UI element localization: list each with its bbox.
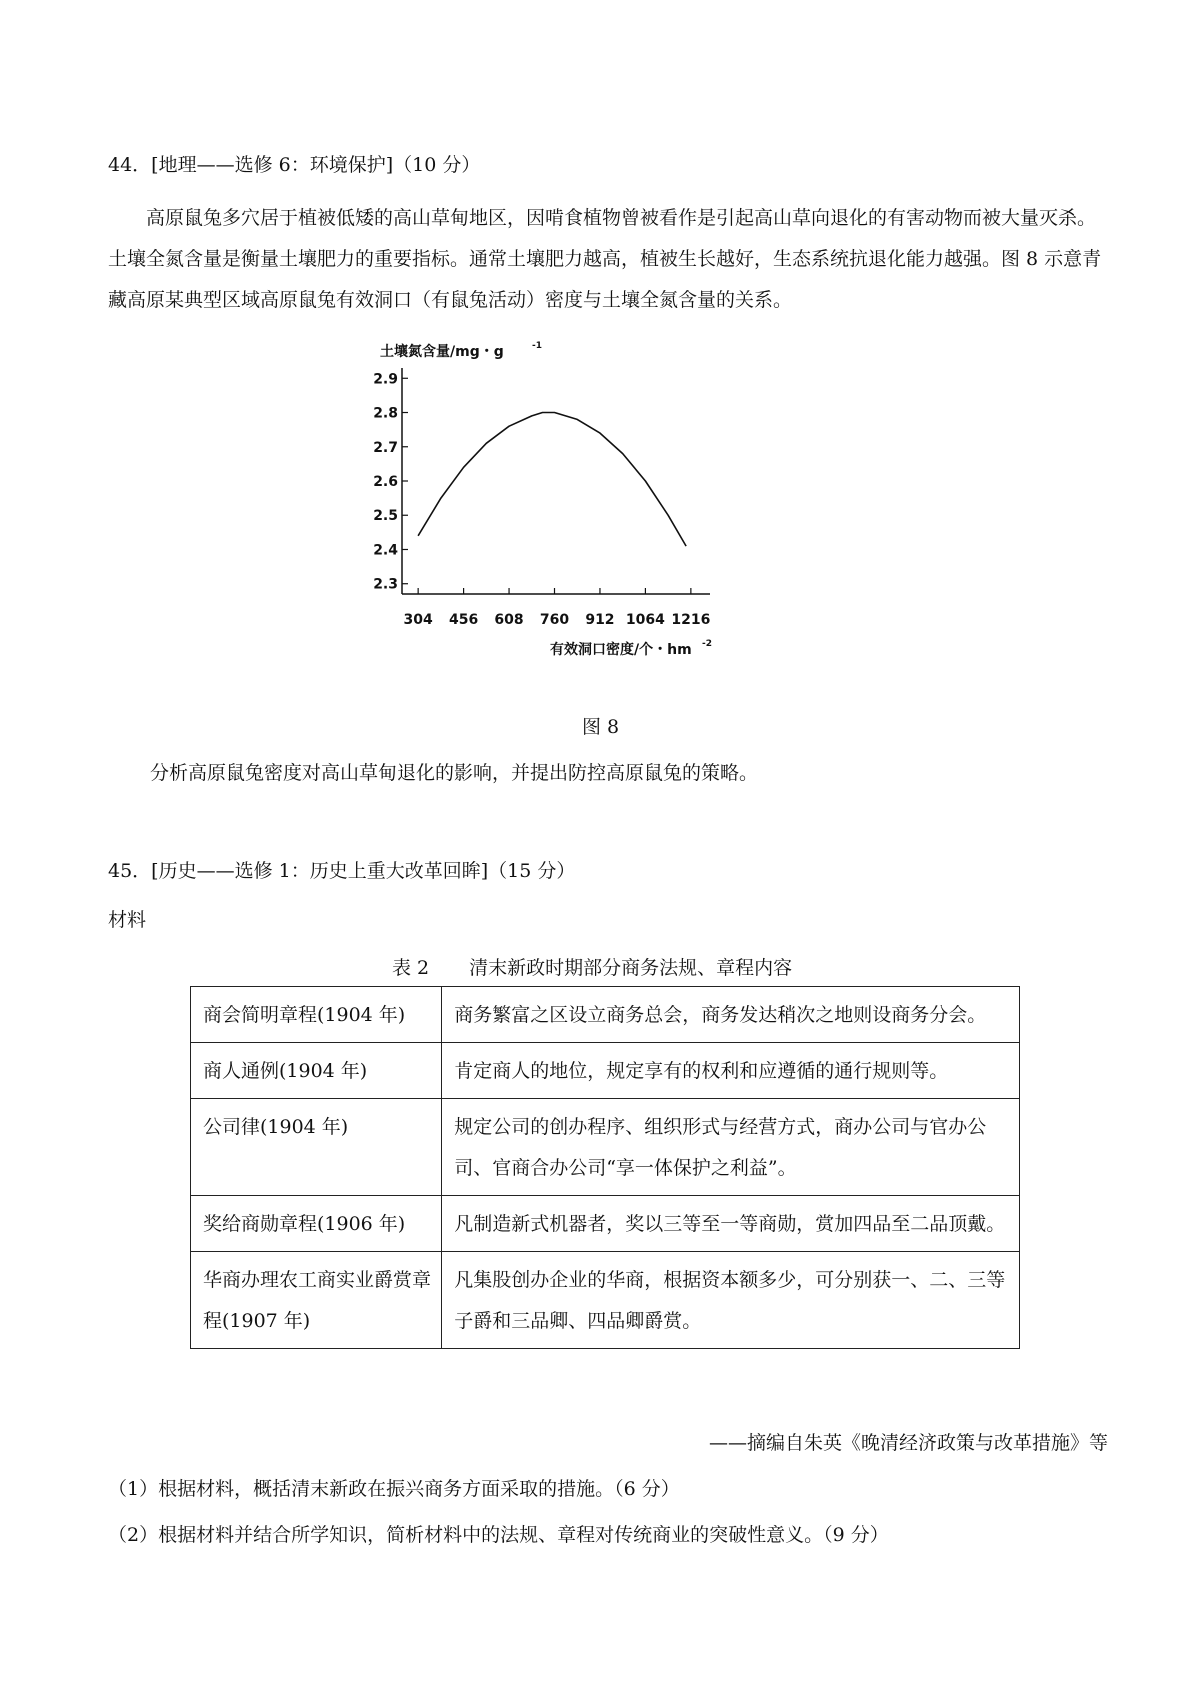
table-cell-content: 商务繁富之区设立商务总会，商务发达稍次之地则设商务分会。	[442, 987, 1020, 1043]
table-cell-name: 商会简明章程(1904 年)	[191, 987, 442, 1043]
y-tick-label: 2.4	[373, 542, 398, 559]
table-row	[191, 1099, 1020, 1196]
y-tick-label: 2.5	[373, 508, 398, 525]
table-row	[191, 1252, 1020, 1349]
x-tick-label: 760	[539, 612, 570, 628]
figure-8-chart	[373, 340, 820, 710]
series-line	[418, 413, 686, 547]
x-tick-label: 456	[448, 612, 479, 628]
table-cell-content: 凡制造新式机器者，奖以三等至一等商勋，赏加四品至二品顶戴。	[442, 1196, 1020, 1252]
x-axis-label-superscript: -2	[702, 639, 712, 649]
y-tick-label: 2.9	[373, 371, 398, 388]
material-label: 材料	[108, 909, 147, 931]
x-tick-label: 608	[494, 612, 524, 628]
table-caption	[392, 953, 792, 980]
y-tick-label: 2.3	[373, 576, 398, 593]
table-caption-text: 清末新政时期部分商务法规、章程内容	[469, 957, 793, 979]
sub-question-1: （1）根据材料，概括清末新政在振兴商务方面采取的措施。（6 分）	[108, 1478, 680, 1500]
table-cell-name: 商人通例(1904 年)	[191, 1043, 442, 1099]
question-44-task: 分析高原鼠兔密度对高山草甸退化的影响，并提出防控高原鼠兔的策略。	[150, 762, 759, 784]
table-row	[191, 987, 1020, 1043]
source-citation: ——摘编自朱英《晚清经济政策与改革措施》等	[708, 1432, 1108, 1454]
sub-question-2: （2）根据材料并结合所学知识，简析材料中的法规、章程对传统商业的突破性意义。（9 分）	[108, 1524, 889, 1546]
table-cell-name: 公司律(1904 年)	[191, 1099, 442, 1196]
question-44-title: 44．[地理——选修 6：环境保护]（10 分）	[108, 154, 481, 176]
y-tick-label: 2.6	[373, 474, 398, 490]
x-tick-label: 1216	[671, 612, 711, 628]
question-44-paragraph: 高原鼠兔多穴居于植被低矮的高山草甸地区，因啃食植物曾被看作是引起高山草向退化的有害动物而被大量灭杀。土壤全氮含量是衡量土壤肥力的重要指标。通常土壤肥力越高，植被生长越好，生态系统抗退化能力越强。图 8 示意青藏高原某典型区域高原鼠兔有效洞口（有鼠兔活动）密度与土壤全氮含量的关系。	[108, 207, 1102, 311]
y-tick-label: 2.7	[373, 439, 398, 456]
y-axis-label: 土壤氮含量/mg・g	[380, 344, 504, 360]
table-cell-name: 奖给商勋章程(1906 年)	[191, 1196, 442, 1252]
table-caption-number: 表 2	[392, 957, 430, 979]
table-row	[191, 1043, 1020, 1099]
table-cell-content: 肯定商人的地位，规定享有的权利和应遵循的通行规则等。	[442, 1043, 1020, 1099]
y-tick-label: 2.8	[373, 405, 398, 422]
y-axis-label-superscript: -1	[532, 341, 542, 351]
x-axis-label: 有效洞口密度/个・hm	[550, 642, 692, 658]
table-cell-name: 华商办理农工商实业爵赏章程(1907 年)	[191, 1252, 442, 1349]
x-tick-label: 1064	[625, 612, 665, 628]
table-row	[191, 1196, 1020, 1252]
regulations-table	[190, 986, 1020, 1349]
table-cell-content: 凡集股创办企业的华商，根据资本额多少，可分别获一、二、三等子爵和三品卿、四品卿爵赏。	[442, 1252, 1020, 1349]
table-cell-content: 规定公司的创办程序、组织形式与经营方式，商办公司与官办公司、官商合办公司“享一体保护之利益”。	[442, 1099, 1020, 1196]
figure-caption: 图 8	[582, 716, 620, 738]
x-tick-label: 304	[403, 612, 433, 628]
question-45-title: 45．[历史——选修 1：历史上重大改革回眸]（15 分）	[108, 860, 576, 882]
x-tick-label: 912	[585, 612, 615, 628]
